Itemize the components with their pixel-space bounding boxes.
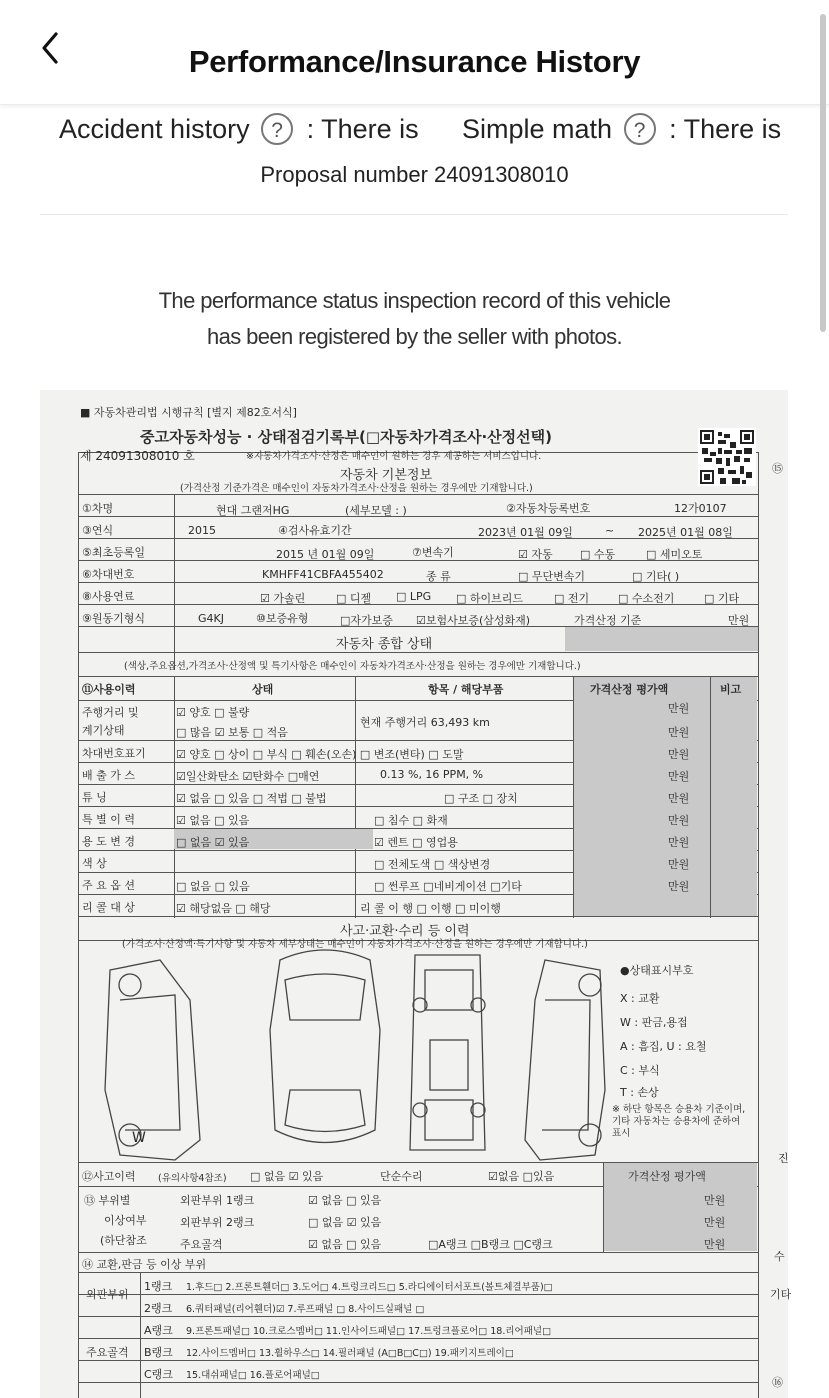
valid-from: 2023년 01월 09일 xyxy=(478,526,573,539)
accident-history-value: : There is xyxy=(306,114,419,144)
legend-t: T : 손상 xyxy=(620,1086,659,1099)
simple-math-label: Simple math xyxy=(462,114,613,144)
row-label: 특 별 이 력 xyxy=(82,813,135,826)
rank-b: B랭크 xyxy=(144,1346,173,1359)
kind-label: 종 류 xyxy=(426,570,451,583)
row-item: ☑ 렌트 □ 영업용 xyxy=(374,836,458,849)
qr-code-icon xyxy=(698,428,756,486)
row-item: 0.13 %, 16 PPM, % xyxy=(380,768,484,781)
edge-mark: 진 xyxy=(778,1152,789,1165)
legend-a: A : 흠집, U : 요철 xyxy=(620,1040,707,1053)
trans-auto: ☑ 자동 xyxy=(518,548,553,561)
rank-2-items: 6.쿼터패널(리어휀더)☑ 7.루프패널 □ 8.사이드실패널 □ xyxy=(186,1304,425,1315)
outer-rank-1: 외판부위 1랭크 xyxy=(180,1194,255,1207)
part-label-3: (하단참조 xyxy=(100,1234,147,1247)
accident-history xyxy=(59,114,419,147)
fuel-h2: □ 수소전기 xyxy=(618,592,675,605)
fuel-lpg: □ LPG xyxy=(396,590,432,603)
frame-value: ☑ 없음 □ 있음 xyxy=(308,1238,382,1251)
edge-mark: 수 xyxy=(774,1250,785,1263)
accident-section-sub: (가격조사·산정액·특기사항 및 자동차 세부상태는 매수인이 자동차가격조사·산정을 원하는 경우에만 기재합니다.) xyxy=(122,939,588,950)
rank-c-items: 15.대쉬패널□ 16.플로어패널□ xyxy=(186,1370,320,1381)
car-name: 현대 그랜저HG xyxy=(216,504,290,517)
rank-b-items: 12.사이드멤버□ 13.휠하우스□ 14.필러패널 (A□B□C□) 19.패키지트레이□ xyxy=(186,1348,514,1359)
simple-repair-label: 단순수리 xyxy=(380,1170,423,1183)
reg-no: 12가0107 xyxy=(674,502,727,515)
divider xyxy=(40,214,788,215)
trans-cvt: □ 무단변속기 xyxy=(518,570,586,583)
first-reg-label: ⑤최초등록일 xyxy=(82,546,145,559)
row-label: 주 요 옵 션 xyxy=(82,879,135,892)
rank-c: C랭크 xyxy=(144,1368,173,1381)
diagram-mark-w: W xyxy=(132,1130,146,1146)
row-state: □ 없음 □ 있음 xyxy=(176,880,250,893)
accident-help-icon[interactable]: ? xyxy=(261,113,293,145)
col-item: 항목 / 해당부품 xyxy=(428,683,504,696)
detail-model: (세부모델 : ) xyxy=(345,504,407,517)
doc-top-note: ■ 자동차관리법 시행규칙 [별지 제82호서식] xyxy=(80,406,297,419)
app-header xyxy=(0,0,829,105)
first-reg: 2015 년 01월 09일 xyxy=(276,548,375,561)
valid-to: 2025년 01월 08일 xyxy=(638,526,733,539)
accident-section-title: 사고·교환·수리 등 이력 xyxy=(340,924,470,939)
row-label: 계기상태 xyxy=(82,724,125,737)
row-price-unit: 만원 xyxy=(668,702,690,715)
row-item: □ 구조 □ 장치 xyxy=(444,792,518,805)
fuel-elec: □ 전기 xyxy=(554,592,590,605)
row-state: ☑ 없음 □ 있음 □ 적법 □ 불법 xyxy=(176,792,327,805)
row-label: 배 출 가 스 xyxy=(82,769,135,782)
outer-rank-2-value: □ 없음 ☑ 있음 xyxy=(308,1216,382,1229)
price-unit: 만원 xyxy=(704,1216,726,1229)
engine-label: ⑨원동기형식 xyxy=(82,612,145,625)
simple-math-value: : There is xyxy=(669,114,782,144)
acc-hist-value: □ 없음 ☑ 있음 xyxy=(250,1170,324,1183)
rank-1: 1랭크 xyxy=(144,1280,173,1293)
row-state: ☑ 양호 □ 상이 □ 부식 □ 훼손(오손) □ 변조(변타) □ 도말 xyxy=(176,748,464,761)
price-std-unit: 만원 xyxy=(728,614,750,627)
engine: G4KJ xyxy=(198,612,224,625)
row-state: ☑ 해당없음 □ 해당 xyxy=(176,902,271,915)
row-state: □ 없음 ☑ 있음 xyxy=(176,836,250,849)
trans-other: □ 기타( ) xyxy=(632,570,680,583)
edge-mark: ⑮ xyxy=(772,462,783,475)
edge-mark: 기타 xyxy=(770,1288,792,1301)
rank-2: 2랭크 xyxy=(144,1302,173,1315)
page-title: Performance/Insurance History xyxy=(188,44,641,79)
row-label: 주행거리 및 xyxy=(82,706,139,719)
inspection-notice xyxy=(0,283,829,355)
row-price-unit: 만원 xyxy=(668,748,690,761)
year: 2015 xyxy=(188,524,216,537)
row-item: □ 썬루프 □네비게이션 □기타 xyxy=(374,880,522,893)
doc-title: 중고자동차성능 · 상태점검기록부(□자동차가격조사·산정선택) xyxy=(140,428,552,446)
reg-no-label: ②자동차등록번호 xyxy=(506,502,591,515)
row-price-unit: 만원 xyxy=(668,770,690,783)
row-item: 현재 주행거리 63,493 km xyxy=(360,716,490,729)
valid-label: ④검사유효기간 xyxy=(278,524,352,537)
legend-title: ●상태표시부호 xyxy=(620,964,694,977)
part-label-1: ⑬ 부위별 xyxy=(84,1194,131,1207)
row-item: □ 침수 □ 화재 xyxy=(374,814,448,827)
outer-rank-1-value: ☑ 없음 □ 있음 xyxy=(308,1194,382,1207)
simple-math xyxy=(462,114,781,147)
fuel-other: □ 기타 xyxy=(704,592,740,605)
simple-repair-value: ☑없음 □있음 xyxy=(488,1170,555,1183)
rank-a-items: 9.프론트패널□ 10.크로스멤버□ 11.인사이드패널□ 17.트렁크플로어□ 18.리어패널□ xyxy=(186,1326,552,1337)
row-state: ☑ 없음 □ 있음 xyxy=(176,814,250,827)
row-price-unit: 만원 xyxy=(668,814,690,827)
row-price-unit: 만원 xyxy=(668,792,690,805)
proposal-number: Proposal number 24091308010 xyxy=(260,162,569,187)
part-label-2: 이상여부 xyxy=(104,1214,147,1227)
fuel-hybrid: □ 하이브리드 xyxy=(456,592,524,605)
legend-note: ※ 하단 항목은 승용차 기준이며, 기타 자동차는 승용차에 준하여 표시 xyxy=(612,1104,746,1139)
col-note: 비고 xyxy=(720,683,742,696)
acc-hist-label: ⑫사고이력 xyxy=(82,1170,136,1183)
row-item: □ 전체도색 □ 색상변경 xyxy=(374,858,491,871)
warranty-label: ⑩보증유형 xyxy=(256,612,309,625)
vin-label: ⑥차대번호 xyxy=(82,568,135,581)
price-unit: 만원 xyxy=(704,1194,726,1207)
col-state: 상태 xyxy=(252,683,274,696)
status-sub: (색상,주요옵션,가격조사·산정액 및 특기사항은 매수인이 자동차가격조사·산정을 원하는 경우에만 기재합니다.) xyxy=(124,661,581,672)
vin: KMHFF41CBFA455402 xyxy=(262,568,384,581)
price-unit: 만원 xyxy=(704,1238,726,1251)
legend-c: C : 부식 xyxy=(620,1064,660,1077)
basic-info-title: 자동차 기본정보 xyxy=(340,468,433,483)
row-label: 색 상 xyxy=(82,857,107,870)
trans-label: ⑦변속기 xyxy=(412,546,454,559)
doc-subtitle: ※자동차가격조사·산정은 매수인이 원하는 경우 제공하는 서비스입니다. xyxy=(246,451,542,462)
legend-x: X : 교환 xyxy=(620,992,660,1005)
exchange-title: ⑭ 교환,판금 등 이상 부위 xyxy=(82,1258,207,1271)
outer-parts-label: 외판부위 xyxy=(86,1288,129,1301)
rank-1-items: 1.후드□ 2.프론트휀더□ 3.도어□ 4.트렁크리드□ 5.라디에이터서포트(볼트체결부품)□ xyxy=(186,1282,553,1293)
row-label: 튜 닝 xyxy=(82,791,107,804)
frame-parts-label: 주요골격 xyxy=(86,1346,129,1359)
frame-rank: □A랭크 □B랭크 □C랭크 xyxy=(428,1238,553,1251)
legend-w: W : 판금,용접 xyxy=(620,1016,688,1029)
simple-math-help-icon[interactable]: ? xyxy=(624,113,656,145)
row-label: 차대번호표기 xyxy=(82,747,146,760)
warranty-ins: ☑보험사보증(삼성화재) xyxy=(416,614,531,627)
basic-info-sub: (가격산정 기준가격은 매수인이 자동차가격조사·산정을 원하는 경우에만 기재합니다.) xyxy=(180,483,533,494)
frame-label: 주요골격 xyxy=(180,1238,223,1251)
rank-a: A랭크 xyxy=(144,1324,173,1337)
row-state: ☑일산화탄소 ☑탄화수 □매연 xyxy=(176,770,320,783)
fuel-gas: ☑ 가솔린 xyxy=(260,592,306,605)
row-item: 리 콜 이 행 □ 이행 □ 미이행 xyxy=(360,902,501,915)
row-price-unit: 만원 xyxy=(668,880,690,893)
row-price-unit: 만원 xyxy=(668,836,690,849)
trans-semi: □ 세미오토 xyxy=(646,548,703,561)
acc-hist-note: (유의사항4참조) xyxy=(158,1173,227,1184)
row-state: ☑ 양호 □ 불량 xyxy=(176,706,250,719)
notice-line-1: The performance status inspection record of this vehicle xyxy=(158,288,671,313)
fuel-diesel: □ 디젤 xyxy=(336,592,372,605)
price-std: 가격산정 기준 xyxy=(574,614,642,627)
outer-rank-2: 외판부위 2랭크 xyxy=(180,1216,255,1229)
status-title: 자동차 종합 상태 xyxy=(336,637,433,652)
car-name-label: ①차명 xyxy=(82,502,114,515)
year-label: ③연식 xyxy=(82,524,114,537)
notice-line-2: has been registered by the seller with photos. xyxy=(206,324,623,349)
edge-mark: ⑯ xyxy=(772,1376,783,1389)
fuel-label: ⑧사용연료 xyxy=(82,590,135,603)
row-price-unit: 만원 xyxy=(668,726,690,739)
accident-history-label: Accident history xyxy=(59,114,250,144)
trans-manual: □ 수동 xyxy=(580,548,616,561)
inspection-record-photo[interactable] xyxy=(40,390,792,1398)
row-price-unit: 만원 xyxy=(668,858,690,871)
eval-price: 가격산정 평가액 xyxy=(628,1170,706,1183)
col-price: 가격산정 평가액 xyxy=(590,683,669,696)
col-usage: ⑪사용이력 xyxy=(82,683,136,696)
row-label: 용 도 변 경 xyxy=(82,835,135,848)
row-state: □ 많음 ☑ 보통 □ 적음 xyxy=(176,726,288,739)
doc-number: 제 24091308010 호 xyxy=(80,449,195,463)
row-label: 리 콜 대 상 xyxy=(82,901,135,914)
valid-tilde: ~ xyxy=(605,524,615,537)
car-damage-diagram xyxy=(80,940,620,1170)
warranty-self: □자가보증 xyxy=(340,614,393,627)
